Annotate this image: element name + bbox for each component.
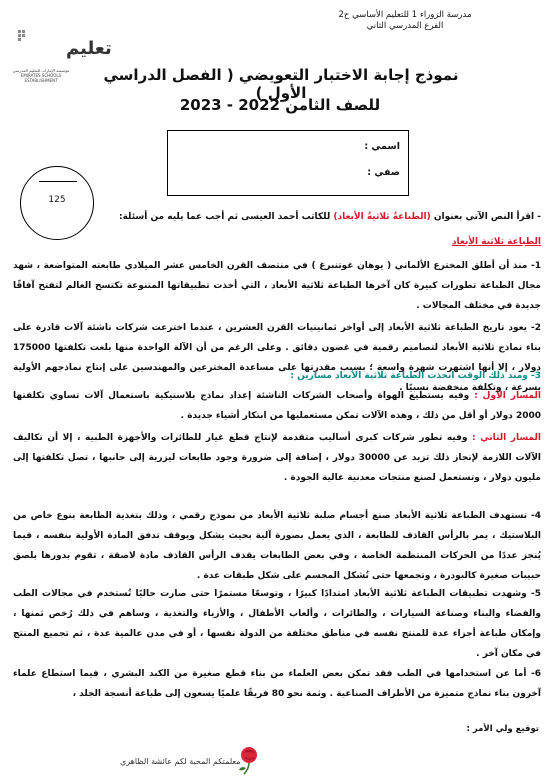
school-name: مدرسة الزوراء 1 للتعليم الأساسي ح2 [338,10,472,20]
grade-blank-line [39,181,77,182]
path-two-label: المسار الثاني : [472,433,541,443]
intro-passage-title: (الطباعةُ ثلاثيةُ الأبعاد) [333,212,431,222]
grade-circle [20,166,94,240]
svg-text:تعليم: تعليم [66,38,112,59]
school-header [305,10,505,32]
ministry-logo [14,24,112,68]
path-one-label: المسار الأول : [474,391,541,401]
grade-total: 125 [48,195,66,205]
rose-icon [232,744,266,774]
student-class-label: صفي : [367,167,400,178]
intro-text-end: للكاتب أحمد العيسى ثم أجب عما يليه من أسئلة: [118,212,334,222]
logo-subtext: مؤسسة الإمارات للتعليم المدرسي EMIRATES SCHOOLS ESTABLISHMENT [12,68,70,83]
path-two [13,428,541,488]
paragraph-5: 5- وشهدت تطبيقات الطباعة ثلاثية الأبعاد امتدادًا كبيرًا ، وتوسعًا مستمرًا حتى صارت حاليًا تُستخدم في مجالات الطب والفضاء والبناء وصناعة السيارات ، والطائرات ، وألعاب الأطفال ، والأزياء والتغذية ، وساهم في ذلك رُخص ثمنها ، وإمكان طباعة أجزاء عدة للمنتج نفسه في مناطق مختلفة من الدولة نفسها ، أو في مدن عالمية عدة ، ثم تجميع المنتج في مكان آخر . [13,589,541,659]
paragraph-2: 2- يعود تاريخ الطباعة ثلاثية الأبعاد إلى أواخر ثمانينيات القرن العشرين ، عندما اخترعت شركات ناشئة آلات قادرة على بناء نماذج ثلاثية الأبعاد لتصاميم رقمية في غضون دقائق . وعلى الرغم من أن الآلة الواحدة منها بلغت تكلفتها 175000 دولار ، إلا أنها اشتهرت شهرة واسعة ؛ بسبب مقدرتها على مساعدة المخترعين والمهندسين على إنتاج نماذجهم الأولية بسرعة ، وتكلفة منخفضة نسبيًا . [13,323,541,393]
closing-note: معلمتكم المحبة لكم عائشة الظاهري [120,757,241,766]
page-subtitle: للصف الثامن 2022 - 2023 [179,96,381,114]
paragraph-6: 6- أما عن استخدامها في الطب فقد تمكن بعض العلماء من بناء قطع صغيرة من الكبد البشري ، فيما استطاع علماء آخرون بناء نماذج متميزة من الأطراف الصناعية . وثمة نحو 80 فريقًا علميًا يسعون إلى طباعة أنسجة الجلد ، [13,669,541,699]
student-name-label: اسمي : [364,141,400,152]
parent-signature-label: توقيع ولي الأمر : [466,724,539,734]
passage-title: الطباعة ثلاثية الأبعاد [451,237,541,247]
paragraph-3-heading: 3- ومنذ ذلك الوقت اتخذت الطباعة ثلاثية الأبعاد مسارين : [290,371,541,381]
student-info-box [167,130,409,196]
paragraph-4: 4- تستهدف الطباعة ثلاثية الأبعاد صنع أجسام صلبة ثلاثية الأبعاد من نموذج رقمي ، وذلك بتغذية الطابعة بنوع خاص من البلاستيك ، يمر بالرأس القاذف للطابعة ، الذي يعمل بصورة آلية بحيث يشكل ويوقف تدفق المادة الأولية بنفسه ، فيما يُنجز عددًا من الحركات المنتظمة الخاصة ، وفي بعض الطابعات يقذف الرأس القاذف مادة لاصقة ، تقوم بدورها بلصق حبيبات صغيرة كالبودرة ، وتجمعها حتى تُشكل المجسم على شكل طبقات عدة . [13,511,541,581]
path-one-text: وفيه يستطيع الهواة وأصحاب الشركات الناشئة إعداد نماذج بلاستيكية باستعمال آلات تساوي تكلفتها 2000 دولار أو أقل من ذلك ، وهذه الآلات تمكن مستعمليها من ابتكار أشياء جديدة . [13,391,541,421]
path-one [13,386,541,426]
path-two-text: وفيه تطور شركات كبرى أساليب متقدمة لإنتاج قطع غيار للطائرات والأجهزة الطبية ، إلا أن تكاليف الآلات اللازمة لإنجاز ذلك تزيد عن 30000 دولار ، إضافة إلى ضرورة وجود طابعات ليزرية إلى جانبها ، تصل تكلفتها إلى مليون دولار ، وتستعمل لصنع منتجات معدنية عالية الجودة . [13,433,542,483]
intro-text-start: - اقرأ النص الآتي بعنوان [430,212,541,222]
page-title: نموذج إجابة الاختبار التعويضي ( الفصل الدراسي الأول ) [103,66,459,102]
school-branch: الفرع المدرسي الثاني [366,21,444,31]
intro-instruction [21,212,541,222]
paragraph-1: 1- منذ أن أطلق المخترع الألماني ( يوهان غوتنبرغ ) في منتصف القرن الخامس عشر الميلادي طابعته المتواضعة ، شهد مجال الطباعة تطورات كبيرة كان آخرها الطباعة ثلاثية الأبعاد ، التي أخذت تطبيقاتها المتنوعة تكتسح العالم لتفتح آفاقًا جديدة في مختلف المجالات . [13,261,541,311]
